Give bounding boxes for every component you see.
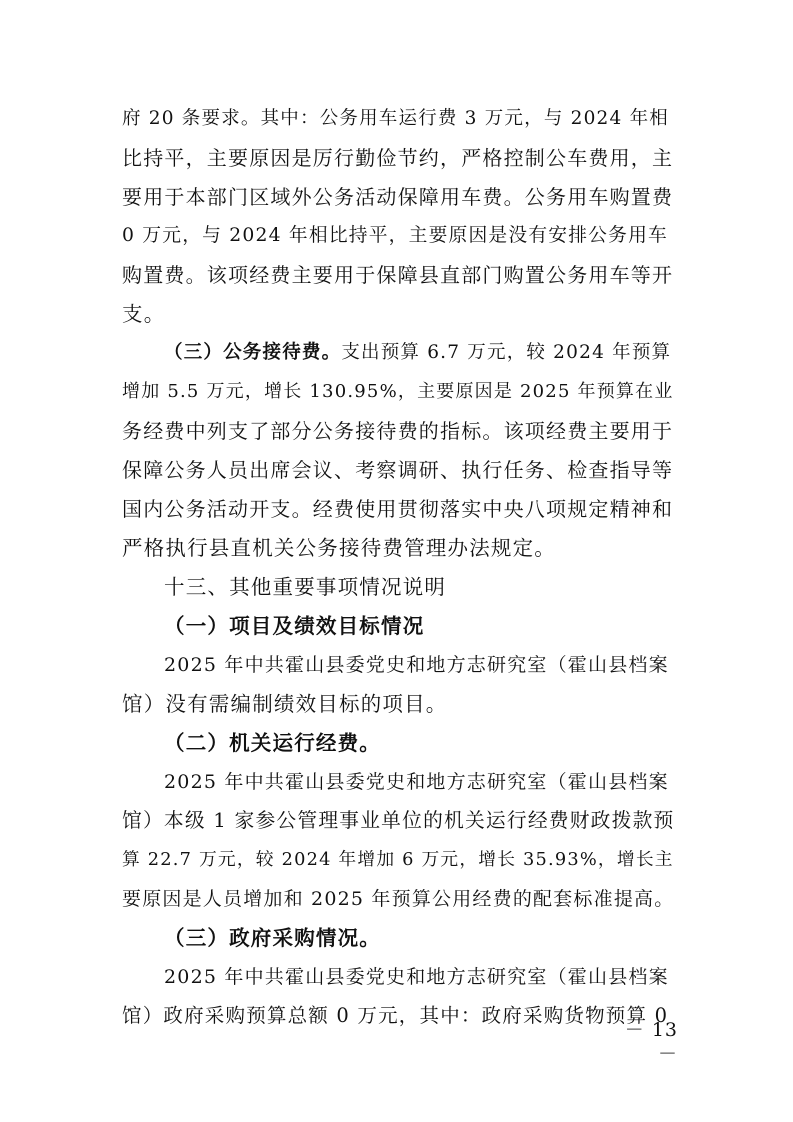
- paragraph-line: 比持平，主要原因是厉行勤俭节约，严格控制公车费用，主: [122, 146, 674, 170]
- paragraph-line: 0 万元，与 2024 年相比持平，主要原因是没有安排公务用车: [122, 225, 668, 246]
- paragraph-line: 保障公务人员出席会议、考察调研、执行任务、检查指导等: [122, 458, 674, 482]
- paragraph-line: 算 22.7 万元，较 2024 年增加 6 万元，增长 35.93%，增长主: [122, 850, 674, 870]
- paragraph-line: 严格执行县直机关公务接待费管理办法规定。: [122, 536, 556, 560]
- paragraph-line: 馆）本级 1 家参公管理事业单位的机关运行经费财政拨款预: [122, 809, 675, 832]
- paragraph-line: 要用于本部门区域外公务活动保障用车费。公务用车购置费: [122, 185, 674, 209]
- paragraph-line: 要原因是人员增加和 2025 年预算公用经费的配套标准提高。: [122, 888, 675, 910]
- subsection-title: （一）项目及绩效目标情况: [164, 614, 425, 638]
- paragraph-line: 2025 年中共霍山县委党史和地方志研究室（霍山县档案: [164, 966, 669, 988]
- paragraph-line: 馆）政府采购预算总额 0 万元，其中：政府采购货物预算 0: [122, 1004, 669, 1027]
- paragraph-text: 支出预算 6.7 万元，较 2024 年预算: [341, 342, 672, 363]
- paragraph-line: 增加 5.5 万元，增长 130.95%，主要原因是 2025 年预算在业: [122, 381, 674, 402]
- paragraph-line: 2025 年中共霍山县委党史和地方志研究室（霍山县档案: [164, 771, 669, 793]
- paragraph-line: 务经费中列支了部分公务接待费的指标。该项经费主要用于: [122, 419, 674, 443]
- paragraph-line: 府 20 条要求。其中：公务用车运行费 3 万元，与 2024 年相: [122, 108, 669, 129]
- subsection-title: （二）机关运行经费。: [164, 731, 381, 755]
- paragraph-line: 馆）没有需编制绩效目标的项目。: [122, 692, 448, 716]
- section-heading-reception: [164, 340, 674, 366]
- paragraph-line: 2025 年中共霍山县委党史和地方志研究室（霍山县档案: [164, 654, 669, 676]
- subsection-title: （三）政府采购情况。: [164, 926, 381, 950]
- page-number: － 13 －: [624, 1019, 678, 1065]
- paragraph-line: 支。: [122, 302, 166, 326]
- paragraph-line: 购置费。该项经费主要用于保障县直部门购置公务用车等开: [122, 263, 674, 287]
- paragraph-line: 国内公务活动开支。经费使用贯彻落实中央八项规定精神和: [122, 497, 674, 521]
- subsection-title: （三）公务接待费。: [164, 342, 342, 363]
- section-heading-13: 十三、其他重要事项情况说明: [164, 575, 447, 599]
